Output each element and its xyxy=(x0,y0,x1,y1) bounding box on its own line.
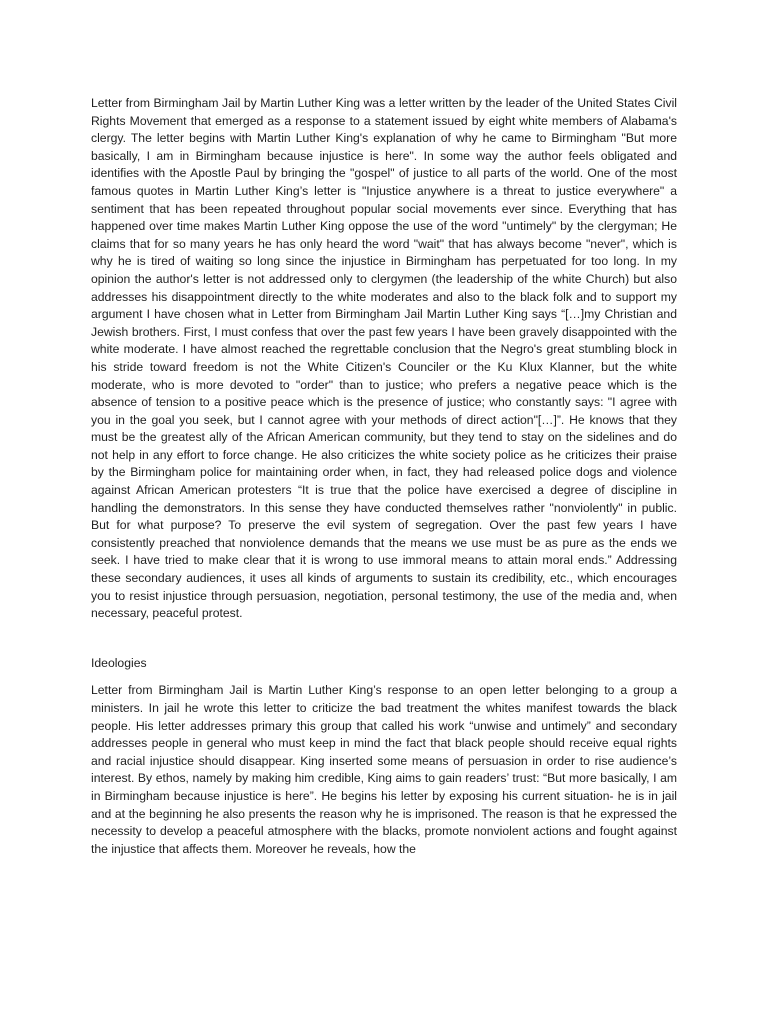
section-heading-ideologies: Ideologies xyxy=(91,655,147,670)
document-body xyxy=(91,95,677,858)
body-paragraph-intro: Letter from Birmingham Jail by Martin Luther King was a letter written by the leader of the United States Civil Rights Movement that emerged as a response to a statement issued by eight white members of Alabama's clergy. The letter begins with Martin Luther King's explanation of why he came to Birmingham "But more basically, I am in Birmingham because injustice is here". In some way the author feels obligated and identifies with the Apostle Paul by bringing the "gospel" of justice to all parts of the world. One of the most famous quotes in Martin Luther King’s letter is "Injustice anywhere is a threat to justice everywhere" a sentiment that has been repeated throughout popular social movements ever since. Everything that has happened over time makes Martin Luther King oppose the use of the word "untimely" by the clergyman; He claims that for so many years he has only heard the word "wait" that has always become "never", which is why he is tired of waiting so long since the injustice in Birmingham has perpetuated for too long. In my opinion the author's letter is not addressed only to clergymen (the leadership of the white Church) but also addresses his disappointment directly to the white moderates and also to the black folk and to support my argument I have chosen what in Letter from Birmingham Jail Martin Luther King says “[…]my Christian and Jewish brothers. First, I must confess that over the past few years I have been gravely disappointed with the white moderate. I have almost reached the regrettable conclusion that the Negro's great stumbling block in his stride toward freedom is not the White Citizen's Counciler or the Ku Klux Klanner, but the white moderate, who is more devoted to "order" than to justice; who prefers a negative peace which is the absence of tension to a positive peace which is the presence of justice; who constantly says: "I agree with you in the goal you seek, but I cannot agree with your methods of direct action"[…]”. He knows that they must be the greatest ally of the African American community, but they tend to stay on the sidelines and do not help in any effort to force change. He also criticizes the white society police as he criticizes their praise by the Birmingham police for maintaining order when, in fact, they had released police dogs and violence against African American protesters “It is true that the police have exercised a degree of discipline in handling the demonstrators. In this sense they have conducted themselves rather "nonviolently" in public. But for what purpose? To preserve the evil system of segregation. Over the past few years I have consistently preached that nonviolence demands that the means we use must be as pure as the ends we seek. I have tried to make clear that it is wrong to use immoral means to attain moral ends.” Addressing these secondary audiences, it uses all kinds of arguments to sustain its credibility, etc., which encourages you to resist injustice through persuasion, negotiation, personal testimony, the use of the media and, when necessary, peaceful protest. xyxy=(91,96,677,621)
body-paragraph-ideologies: Letter from Birmingham Jail is Martin Luther King’s response to an open letter belonging to a group a ministers. In jail he wrote this letter to criticize the bad treatment the whites manifest towards the black people. His letter addresses primary this group that called his work “unwise and untimely” and secondary addresses people in general who must keep in mind the fact that black people should receive equal rights and racial injustice should disappear. King inserted some means of persuasion in order to rise audience’s interest. By ethos, namely by making him credible, King aims to gain readers’ trust: “But more basically, I am in Birmingham because injustice is here”. He begins his letter by exposing his current situation- he is in jail and at the beginning he also presents the reason why he is imprisoned. The reason is that he expressed the necessity to develop a peaceful atmosphere with the blacks, promote nonviolent actions and fought against the injustice that affects them. Moreover he reveals, how the xyxy=(91,683,677,856)
